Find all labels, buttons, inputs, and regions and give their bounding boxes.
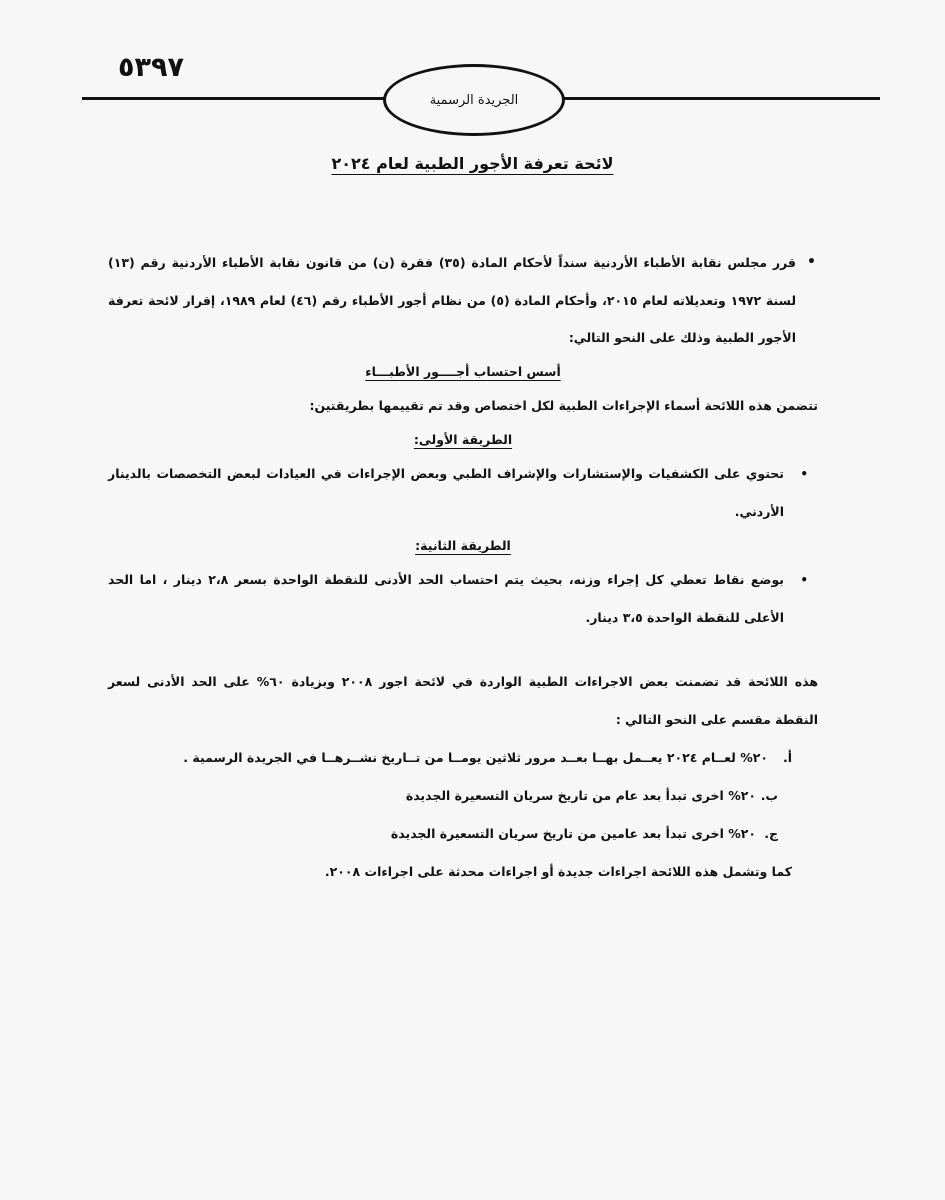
increase-paragraph: هذه اللائحة قد تضمنت بعض الاجراءات الطبية الواردة في لائحة اجور ٢٠٠٨ وبزيادة ٦٠% على الحد الأدنى لسعر النقطة مقسم على النحو التالي : xyxy=(108,673,819,727)
closing-paragraph: كما وتشمل هذه اللائحة اجراءات جديدة أو اجراءات محدثة على اجراءات ٢٠٠٨. xyxy=(324,863,792,879)
list-marker: ب. xyxy=(760,787,778,803)
list-item-text: ٢٠% لعــام ٢٠٢٤ يعــمل بهــا بعــد مرور ثلاثين يومــا من تــاريخ نشــرهــا في الجريدة الرسمية . xyxy=(183,749,768,765)
list-item-text: ٢٠% اخرى تبدأ بعد عام من تاريخ سريان التسعيرة الجديدة xyxy=(405,787,756,803)
list-item xyxy=(108,777,818,815)
basis-heading: أسس احتساب أجــــور الأطبـــاء xyxy=(365,363,561,379)
gazette-label: الجريدة الرسمية xyxy=(383,64,565,136)
method1-text: تحتوي على الكشفيات والإستشارات والإشراف الطبي وبعض الإجراءات في العيادات لبعض التخصصات بالدينار الأردني. xyxy=(108,465,784,519)
document-body xyxy=(108,244,818,891)
bullet-icon: • xyxy=(800,572,808,587)
bullet-icon: • xyxy=(807,254,816,270)
method2-text: بوضع نقاط تعطي كل إجراء وزنه، بحيث يتم احتساب الحد الأدنى للنقطة الواحدة بسعر ٢،٨ دينار ، اما الحد الأعلى للنقطة الواحدة ٣،٥ دينار. xyxy=(108,571,785,625)
list-item xyxy=(108,739,818,777)
list-item-text: ٢٠% اخرى تبدأ بعد عامين من تاريخ سريان التسعيرة الجديدة xyxy=(390,825,756,841)
method1-item xyxy=(108,455,818,531)
document-title: لائحة تعرفة الأجور الطبية لعام ٢٠٢٤ xyxy=(331,154,614,173)
intro-paragraph xyxy=(108,244,818,357)
intro-text: قرر مجلس نقابة الأطباء الأردنية سنداً لأحكام المادة (٣٥) فقرة (ن) من قانون نقابة الأطباء الأردنية رقم (١٣) لسنة ١٩٧٢ وتعديلاته لعام ٢٠١٥، وأحكام المادة (٥) من نظام أجور الأطباء رقم (٤٦) لعام ١٩٨٩، إقرار لائحة تعرفة الأجور الطبية وذلك على النحو التالي: xyxy=(108,255,797,345)
basis-text: تتضمن هذه اللائحة أسماء الإجراءات الطبية لكل اختصاص وقد تم تقييمها بطريقتين: xyxy=(309,397,818,413)
method1-heading: الطريقة الأولى: xyxy=(413,431,513,447)
list-marker: ج. xyxy=(764,825,778,841)
method2-heading: الطريقة الثانية: xyxy=(415,537,511,553)
document-title-container xyxy=(0,154,945,173)
spacer xyxy=(108,637,818,663)
list-item xyxy=(108,815,818,853)
method2-item xyxy=(108,561,818,637)
list-marker: أ. xyxy=(782,749,792,765)
page-number: ٥٣٩٧ xyxy=(118,52,184,83)
bullet-icon: • xyxy=(800,466,808,481)
